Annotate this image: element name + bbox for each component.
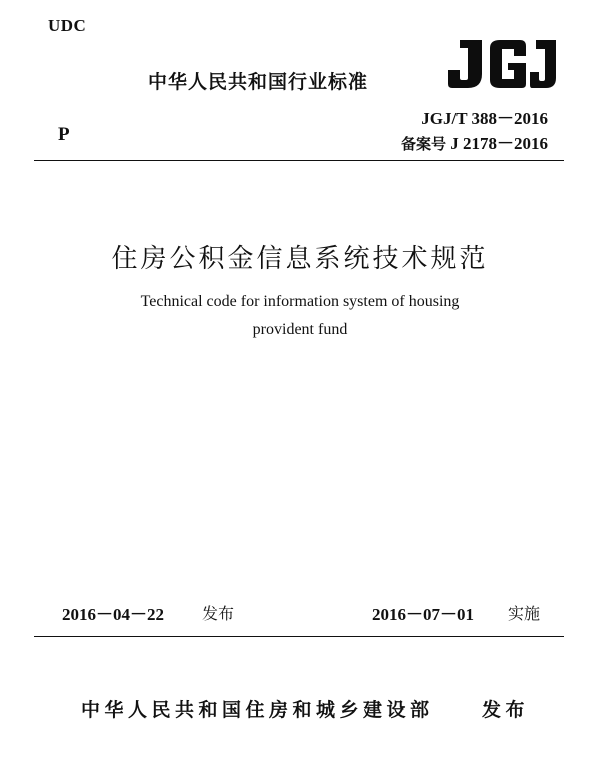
publisher-name: 中华人民共和国住房和城乡建设部 (81, 699, 434, 721)
standard-number: JGJ/T 388－2016 (421, 109, 548, 128)
classification-letter: P (58, 124, 70, 145)
publish-label: 发布 (482, 699, 530, 721)
dates-divider (34, 636, 564, 637)
udc-label: UDC (48, 16, 87, 35)
record-number-line (401, 129, 548, 154)
record-label: 备案号 (400, 135, 446, 153)
title-english-line-2: provident fund (252, 321, 348, 338)
implementation-label: 实施 (508, 604, 541, 623)
header-divider (34, 160, 564, 161)
issue-date: 2016－04－22 (62, 605, 164, 624)
implementation-date: 2016－07－01 (372, 605, 474, 624)
title-english-line-1: Technical code for information system of housing (140, 293, 460, 310)
issue-label: 发布 (202, 604, 235, 623)
title-chinese: 住房公积金信息系统技术规范 (111, 244, 489, 274)
record-number: J 2178－2016 (450, 134, 548, 153)
issuer-category: 中华人民共和国行业标准 (148, 71, 369, 93)
jgj-logo (446, 36, 558, 90)
